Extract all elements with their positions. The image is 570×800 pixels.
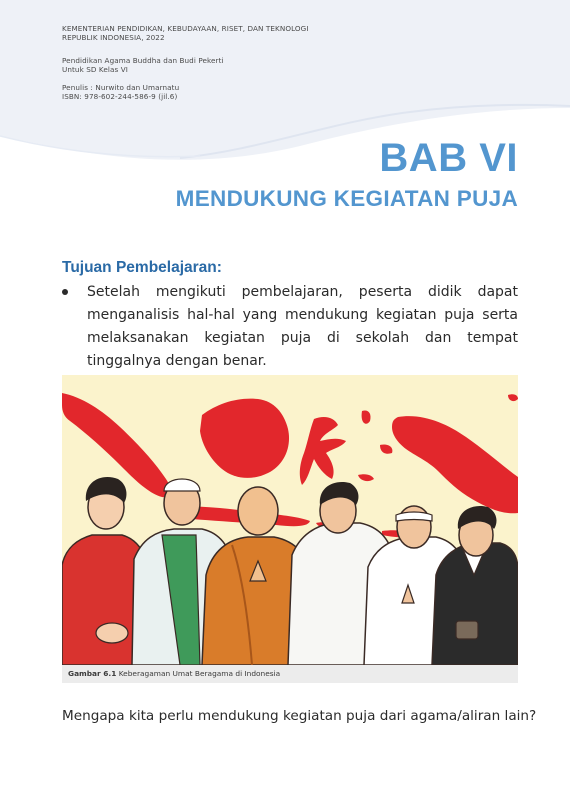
- publisher-info: [62, 24, 309, 42]
- bullet-icon: [62, 289, 68, 295]
- publisher-line-1: KEMENTERIAN PENDIDIKAN, KEBUDAYAAN, RISET, DAN TEKNOLOGI: [62, 24, 309, 33]
- author-info: [62, 83, 179, 101]
- book-level: Untuk SD Kelas VI: [62, 65, 128, 74]
- learning-goal-item: [62, 281, 518, 373]
- figure-caption: [62, 665, 518, 683]
- learning-goal-text: Setelah mengikuti pembelajaran, peserta didik dapat menganalisis hal-hal yang mendukung kegiatan puja serta melaksanakan kegiatan puja di sekolah dan tempat tinggalnya dengan benar.: [87, 284, 518, 369]
- indonesia-people-illustration: [62, 375, 518, 665]
- chapter-number: BAB VI: [379, 136, 518, 180]
- authors: Penulis : Nurwito dan Umarnatu: [62, 83, 180, 92]
- figure-caption-label: Gambar 6.1: [68, 669, 117, 678]
- reflection-question: Mengapa kita perlu mendukung kegiatan puja dari agama/aliran lain?: [62, 708, 537, 724]
- isbn: ISBN: 978-602-244-586-9 (jil.6): [62, 92, 178, 101]
- chapter-title: MENDUKUNG KEGIATAN PUJA: [175, 186, 518, 211]
- figure-illustration: [62, 375, 518, 683]
- figure-caption-text: Keberagaman Umat Beragama di Indonesia: [116, 669, 281, 678]
- learning-goals-heading: Tujuan Pembelajaran:: [62, 259, 222, 276]
- book-info: [62, 56, 224, 74]
- book-title: Pendidikan Agama Buddha dan Budi Pekerti: [62, 56, 224, 65]
- publisher-line-2: REPUBLIK INDONESIA, 2022: [62, 33, 165, 42]
